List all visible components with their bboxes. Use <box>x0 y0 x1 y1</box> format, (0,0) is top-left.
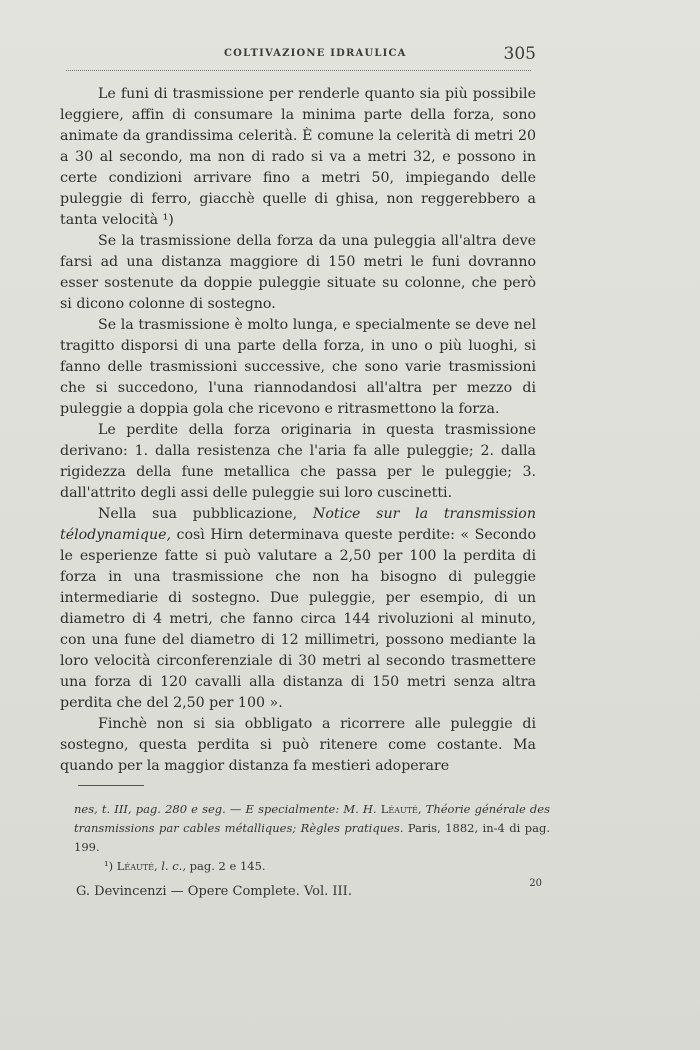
paragraph-6: Finchè non si sia obbligato a ricorrere alle puleggie di sostegno, questa perdita si può ritenere come costante. Ma quando per la maggior distanza fa mestieri adoperare <box>60 716 536 774</box>
paragraph-4: Le perdite della forza originaria in questa trasmissione derivano: 1. dalla resistenza che l'aria fa alle puleggie; 2. dalla rigidezza della fune metallica che passa per le puleggie; 3. dall'attrito degli assi delle puleggie sui loro cuscinetti. <box>60 422 536 501</box>
footnote-2 <box>74 857 550 876</box>
paragraph-3: Se la trasmissione è molto lunga, e specialmente se deve nel tragitto disporsi di una parte della forza, in uno o più luoghi, si fanno delle trasmissioni successive, che sono varie trasmissioni che si succedono, l'una riannodandosi all'altra per mezzo di puleggie a doppia gola che ricevono e ritrasmettono la forza. <box>60 317 536 417</box>
footnote-2-marker: ¹) <box>104 859 117 873</box>
footnote-1-lead: nes, t. III, pag. 280 e seg. — E specialmente: M. H. <box>74 802 381 816</box>
page-number: 305 <box>503 44 536 64</box>
footnote-2-author: Léauté, <box>116 859 158 873</box>
footnotes <box>74 800 550 876</box>
footnote-continued <box>74 800 550 857</box>
page-header <box>66 42 536 72</box>
paragraph-5-lead: Nella sua pubblicazione, <box>98 506 313 522</box>
footnote-1-tail: Paris, 1882, in-4 di pag. 199. <box>74 821 550 854</box>
paragraph-2: Se la trasmissione della forza da una puleggia all'altra deve farsi ad una distanza maggiore di 150 metri le funi dovranno esser sostenute da doppie puleggie situate su colonne, che però si dicono colonne di sostegno. <box>60 233 536 312</box>
footnote-2-tail: pag. 2 e 145. <box>186 859 266 873</box>
footnote-2-ref: l. c., <box>157 859 186 873</box>
running-head: COLTIVAZIONE IDRAULICA <box>224 48 407 59</box>
signature-line <box>76 878 542 908</box>
paragraph-5 <box>60 504 536 714</box>
body-text <box>60 84 536 777</box>
header-rule <box>66 70 531 71</box>
footnote-1-title: Théorie générale des transmissions par cables métalliques; Règles pratiques. <box>74 802 550 835</box>
paragraph-1: Le funi di trasmissione per renderle quanto sia più possibile leggiere, affin di consumare la minima parte della forza, sono animate da grandissima celerità. È comune la celerità di metri 20 a 30 al secondo, ma non di rado si va a metri 32, e possono in certe condizioni arrivare fino a metri 50, impiegando delle puleggie di ferro, giacchè quelle di ghisa, non reggerebbero a tanta velocità ¹) <box>60 86 536 228</box>
signature-mark: 20 <box>529 878 542 889</box>
footnote-rule <box>78 785 144 786</box>
paragraph-5-quote: così Hirn determinava queste perdite: « Secondo le esperienze fatte si può valutare a 2,50 per 100 la perdita di forza in una trasmissione che non ha bisogno di puleggie intermediarie di sostegno. Due puleggie, per esempio, di un diametro di 4 metri, che fanno circa 144 rivoluzioni al minuto, con una fune del diametro di 12 millimetri, possono mediante la loro velocità circonferenziale di 30 metri al secondo trasmettere una forza di 120 cavalli alla distanza di 150 metri senza altra perdita che del 2,50 per 100 ». <box>60 527 536 711</box>
signature-text: G. Devincenzi — Opere Complete. Vol. III. <box>76 884 352 899</box>
footnote-1-author: Léauté, <box>380 802 422 816</box>
cited-title: Notice sur la transmission télodynamique, <box>60 506 536 543</box>
